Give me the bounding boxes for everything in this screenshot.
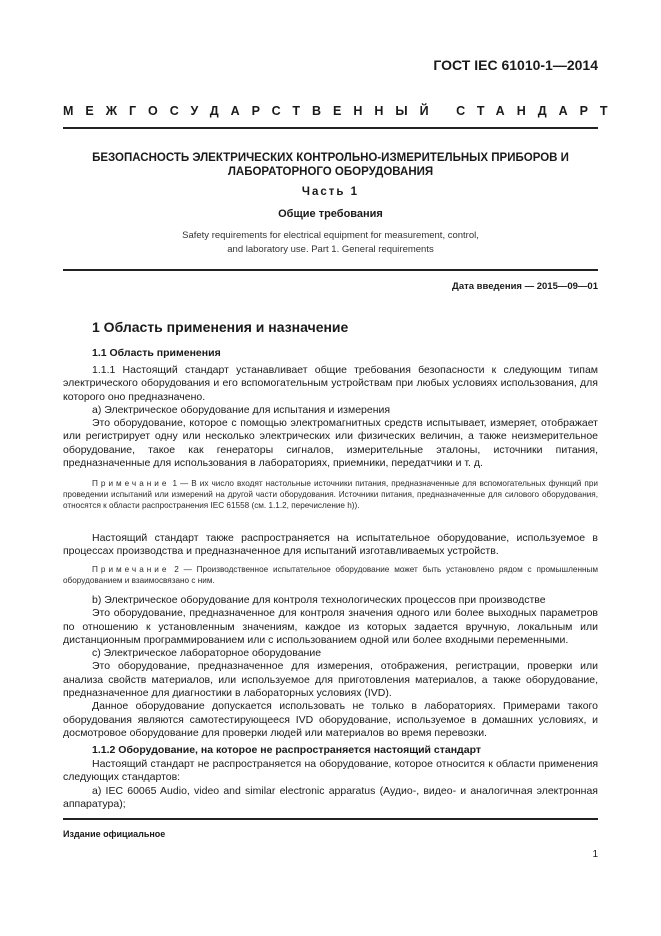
note-2 — [63, 564, 598, 586]
paragraph: c) Электрическое лабораторное оборудование — [92, 647, 322, 660]
paragraph: a) Электрическое оборудование для испытания и измерения — [92, 403, 391, 416]
english-title-line-1: Safety requirements for electrical equipment for measurement, control, — [182, 230, 479, 241]
note-label: Примечание — [92, 479, 170, 488]
part-label: Часть 1 — [301, 186, 360, 198]
footer-divider — [63, 818, 598, 820]
body-block-1 — [63, 364, 598, 470]
subsection-heading-1-1: 1.1 Область применения — [92, 347, 221, 359]
paragraph: Это оборудование, предназначенное для контроля значения одного или более выходных параметров по отношению к установленным значениям, каждое из которых задается вручную, локальным или дистанционным программированием или с использованием одной или более входными переменными. — [63, 607, 598, 646]
english-title-line-2: and laboratory use. Part 1. General requirements — [227, 244, 434, 255]
document-title: БЕЗОПАСНОСТЬ ЭЛЕКТРИЧЕСКИХ КОНТРОЛЬНО-ИЗМЕРИТЕЛЬНЫХ ПРИБОРОВ И ЛАБОРАТОРНОГО ОБОРУДОВАНИЯ — [92, 152, 569, 178]
interstate-standard-banner: МЕЖГОСУДАРСТВЕННЫЙ СТАНДАРТ — [63, 104, 620, 118]
page-number: 1 — [592, 849, 598, 860]
note-text: 2 — Производственное испытательное оборудование может быть установлено рядом с промышленным оборудованием и взаимосвязано с ним. — [63, 565, 598, 585]
standard-number: ГОСТ IEC 61010-1—2014 — [433, 57, 598, 73]
body-block-3 — [63, 594, 598, 740]
paragraph: Это оборудование, предназначенное для измерения, отображения, регистрации, проверки или анализа свойств материалов, или используемое для приготовления материалов, а также оборудование, предназначенное для диагностики в лабораторных условиях (IVD). — [63, 660, 598, 700]
paragraph: Это оборудование, которое с помощью электромагнитных средств испытывает, измеряет, отображает или регистрирует одну или несколько электрических или физических величин, а также неизмерительное оборудование, такое как генераторы сигналов, измерительные эталоны, источники питания, предназначенные для использования в лабораториях, приемники, передатчики и т. д. — [63, 417, 598, 470]
part-subtitle: Общие требования — [278, 208, 383, 220]
subsection-heading-1-1-2: 1.1.2 Оборудование, на которое не распространяется настоящий стандарт — [92, 744, 481, 756]
paragraph: Данное оборудование допускается использовать не только в лабораториях. Примерами такого оборудования являются самотестирующееся IVD оборудование, используемое в домашних условиях, и досмотровое оборудование для проверки людей или материалов во время перевозки. — [63, 700, 598, 739]
date-of-introduction: Дата введения — 2015—09—01 — [452, 281, 598, 292]
paragraph: Настоящий стандарт также распространяется на испытательное оборудование, используемое в процессах производства и предназначенное для испытаний изготавливаемых устройств. — [63, 532, 598, 558]
note-paragraph — [63, 478, 598, 511]
paragraph: Настоящий стандарт не распространяется на оборудование, которое относится к области применения следующих стандартов: — [63, 758, 598, 784]
paragraph: a) IEC 60065 Audio, video and similar electronic apparatus (Аудио-, видео- и аналогичная электронная аппаратура); — [63, 784, 598, 810]
note-text: 1 — В их число входят настольные источники питания, предназначенные для вспомогательных функций при проведении испытаний или измерений на другой части оборудования. Источники питания, предназначенные для силового оборудования, относятся к области распространения IEC 61558 (см. 1.1.2, перечисление h)). — [63, 479, 598, 510]
title-divider — [63, 269, 598, 271]
english-title — [63, 229, 598, 257]
section-heading: 1 Область применения и назначение — [92, 319, 349, 335]
note-1 — [63, 478, 598, 511]
official-edition-label: Издание официальное — [63, 829, 166, 839]
top-divider — [63, 127, 598, 129]
note-label: Примечание — [92, 565, 170, 574]
paragraph: 1.1.1 Настоящий стандарт устанавливает общие требования безопасности к следующим типам электрического оборудования и его вспомогательным устройствам при любых условиях использования, для которого оно предназначено. — [63, 364, 598, 403]
paragraph: b) Электрическое оборудование для контроля технологических процессов при производстве — [92, 594, 546, 606]
body-block-2 — [63, 532, 598, 559]
note-paragraph — [63, 564, 598, 586]
body-block-4 — [63, 758, 598, 811]
